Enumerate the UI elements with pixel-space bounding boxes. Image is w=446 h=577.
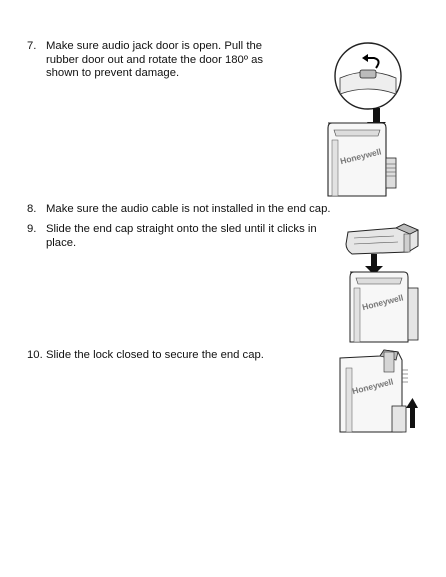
brand-logo: Honeywell: [339, 146, 383, 167]
step-number: 10.: [27, 349, 43, 361]
step-text: Make sure audio jack door is open. Pull the rubber door out and rotate the door 180º as shown to prevent damage.: [46, 40, 264, 80]
step-text: Slide the lock closed to secure the end cap.: [46, 349, 264, 361]
brand-logo: Honeywell: [361, 292, 405, 313]
up-arrow-icon: [410, 408, 415, 428]
step-number: 7.: [27, 40, 37, 52]
brand-logo: Honeywell: [351, 376, 395, 397]
end-cap-insert-illustration: [338, 222, 428, 344]
down-arrow-icon: [371, 254, 377, 266]
step-text: Slide the end cap straight onto the sled until it clicks in place.: [46, 223, 317, 249]
step-number: 8.: [27, 203, 37, 215]
audio-door-rotation-illustration: [318, 38, 418, 198]
down-arrow-icon: [373, 108, 380, 122]
step-text: Make sure the audio cable is not installed in the end cap.: [46, 203, 331, 215]
step-number: 9.: [27, 223, 37, 235]
lock-slide-illustration: [332, 348, 418, 434]
